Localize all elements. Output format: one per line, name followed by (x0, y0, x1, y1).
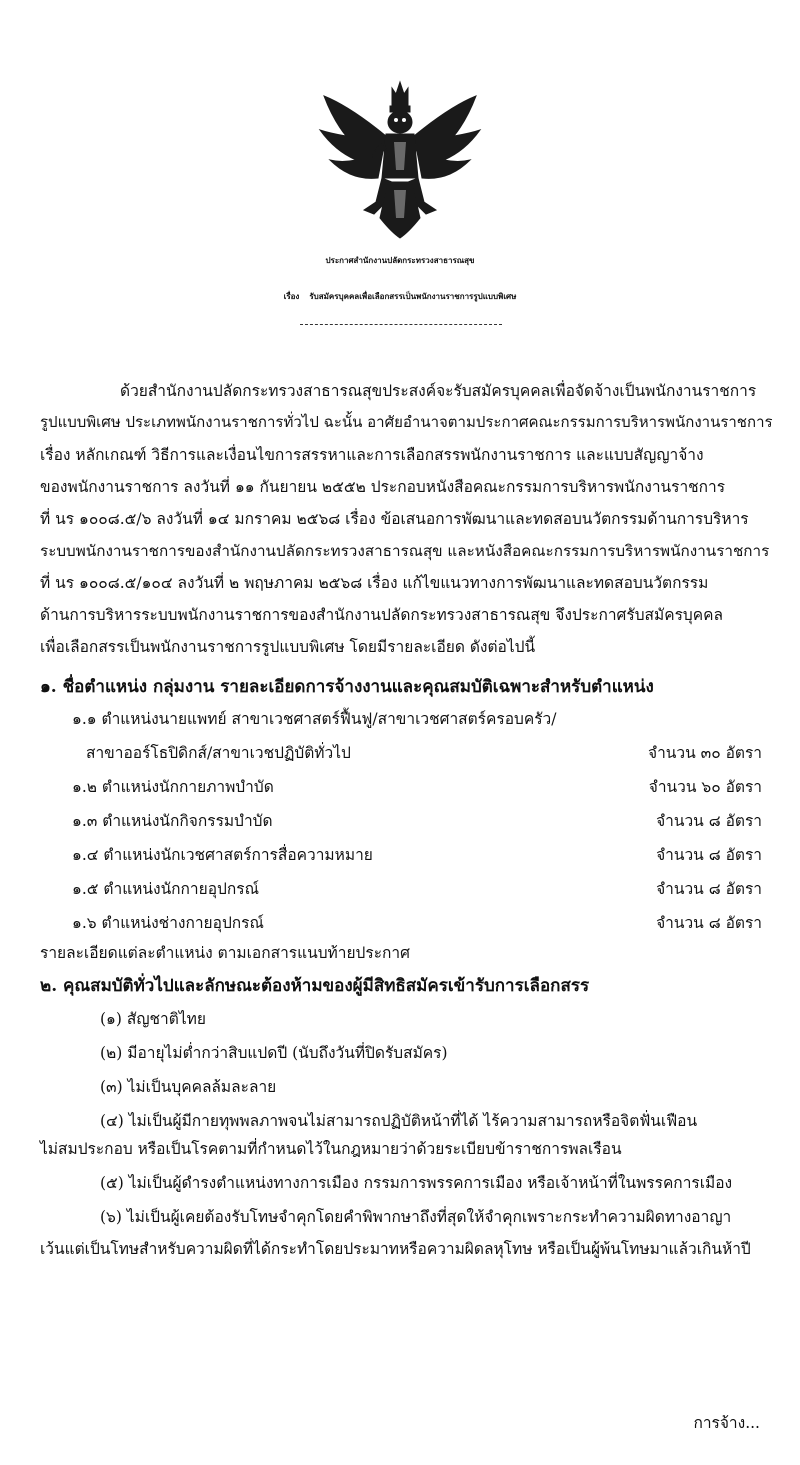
position-qty: จำนวน ๖๐ อัตรา (648, 778, 762, 796)
position-row (72, 774, 762, 798)
position-name: สาขาออร์โธปิดิกส์/สาขาเวชปฏิบัติทั่วไป (86, 744, 351, 762)
qualification-item-continued: เว้นแต่เป็นโทษสำหรับความผิดที่ได้กระทำโดยประมาทหรือความผิดลหุโทษ หรือเป็นผู้พ้นโทษมาแล้วเกินห้าปี (40, 1240, 751, 1258)
garuda-emblem-icon (316, 78, 484, 240)
qualification-item-continued: ไม่สมประกอบ หรือเป็นโรคตามที่กำหนดไว้ในกฎหมายว่าด้วยระเบียบข้าราชการพลเรือน (40, 1140, 622, 1158)
section1-heading: ๑. ชื่อตำแหน่ง กลุ่มงาน รายละเอียดการจ้างงานและคุณสมบัติเฉพาะสำหรับตำแหน่ง (40, 677, 654, 697)
position-qty: จำนวน ๘ อัตรา (656, 880, 762, 898)
position-name: ๑.๒ ตำแหน่งนักกายภาพบำบัด (72, 778, 274, 796)
position-name: ๑.๖ ตำแหน่งช่างกายอุปกรณ์ (72, 914, 264, 932)
qualification-item: (๒) มีอายุไม่ต่ำกว่าสิบแปดปี (นับถึงวันที่ปิดรับสมัคร) (100, 1044, 448, 1062)
details-note: รายละเอียดแต่ละตำแหน่ง ตามเอกสารแนบท้ายประกาศ (40, 944, 410, 962)
intro-line: ที่ นร ๑๐๐๘.๕/๖ ลงวันที่ ๑๔ มกราคม ๒๕๖๘ เรื่อง ข้อเสนอการพัฒนาและทดสอบนวัตกรรมด้านการบริหาร (40, 510, 749, 528)
page-continuation: การจ้าง... (693, 1414, 760, 1432)
intro-line: ที่ นร ๑๐๐๘.๕/๑๐๔ ลงวันที่ ๒ พฤษภาคม ๒๕๖๘ เรื่อง แก้ไขแนวทางการพัฒนาและทดสอบนวัตกรรม (40, 574, 709, 592)
qualification-item: (๓) ไม่เป็นบุคคลล้มละลาย (100, 1078, 277, 1096)
position-row (72, 910, 762, 934)
qualification-item: (๔) ไม่เป็นผู้มีกายทุพพลภาพจนไม่สามารถปฏิบัติหน้าที่ได้ ไร้ความสามารถหรือจิตฟั่นเฟือน (100, 1112, 698, 1130)
intro-line: ด้านการบริหารระบบพนักงานราชการของสำนักงานปลัดกระทรวงสาธารณสุข จึงประกาศรับสมัครบุคคล (40, 606, 723, 624)
qualification-item: (๕) ไม่เป็นผู้ดำรงตำแหน่งทางการเมือง กรรมการพรรคการเมือง หรือเจ้าหน้าที่ในพรรคการเมือง (100, 1174, 733, 1192)
announcement-subject-line (0, 284, 800, 308)
position-name: ๑.๔ ตำแหน่งนักเวชศาสตร์การสื่อความหมาย (72, 846, 373, 864)
announcement-title: ประกาศสำนักงานปลัดกระทรวงสาธารณสุข (325, 255, 475, 265)
intro-line: ของพนักงานราชการ ลงวันที่ ๑๑ กันยายน ๒๕๕๒ ประกอบหนังสือคณะกรรมการบริหารพนักงานราชการ (40, 478, 726, 496)
title-divider (300, 324, 502, 325)
position-qty: จำนวน ๘ อัตรา (656, 812, 762, 830)
position-1-1-line1: ๑.๑ ตำแหน่งนายแพทย์ สาขาเวชศาสตร์ฟื้นฟู/สาขาเวชศาสตร์ครอบครัว/ (72, 710, 557, 728)
position-name: ๑.๓ ตำแหน่งนักกิจกรรมบำบัด (72, 812, 273, 830)
section2-heading: ๒. คุณสมบัติทั่วไปและลักษณะต้องห้ามของผู้มีสิทธิสมัครเข้ารับการเลือกสรร (40, 976, 590, 996)
intro-line: รูปแบบพิเศษ ประเภทพนักงานราชการทั่วไป ฉะนั้น อาศัยอำนาจตามประกาศคณะกรรมการบริหารพนักงานราชการ (40, 413, 773, 431)
intro-line: ด้วยสำนักงานปลัดกระทรวงสาธารณสุขประสงค์จะรับสมัครบุคคลเพื่อจัดจ้างเป็นพนักงานราชการ (120, 382, 757, 400)
intro-line: ระบบพนักงานราชการของสำนักงานปลัดกระทรวงสาธารณสุข และหนังสือคณะกรรมการบริหารพนักงานราชการ (40, 542, 770, 560)
position-row (72, 842, 762, 866)
qualification-item: (๖) ไม่เป็นผู้เคยต้องรับโทษจำคุกโดยคำพิพากษาถึงที่สุดให้จำคุกเพราะกระทำความผิดทางอาญา (100, 1208, 732, 1226)
position-row (72, 740, 762, 764)
position-qty: จำนวน ๓๐ อัตรา (648, 744, 762, 762)
intro-line: เรื่อง หลักเกณฑ์ วิธีการและเงื่อนไขการสรรหาและการเลือกสรรพนักงานราชการ และแบบสัญญาจ้าง (40, 446, 704, 464)
position-qty: จำนวน ๘ อัตรา (656, 846, 762, 864)
position-row (72, 808, 762, 832)
position-qty: จำนวน ๘ อัตรา (656, 914, 762, 932)
qualification-item: (๑) สัญชาติไทย (100, 1010, 206, 1028)
subject-text: รับสมัครบุคคลเพื่อเลือกสรรเป็นพนักงานราชการรูปแบบพิเศษ (309, 291, 517, 301)
subject-label: เรื่อง (283, 291, 300, 301)
intro-line: เพื่อเลือกสรรเป็นพนักงานราชการรูปแบบพิเศษ โดยมีรายละเอียด ดังต่อไปนี้ (40, 638, 536, 656)
position-name: ๑.๕ ตำแหน่งนักกายอุปกรณ์ (72, 880, 259, 898)
position-row (72, 876, 762, 900)
